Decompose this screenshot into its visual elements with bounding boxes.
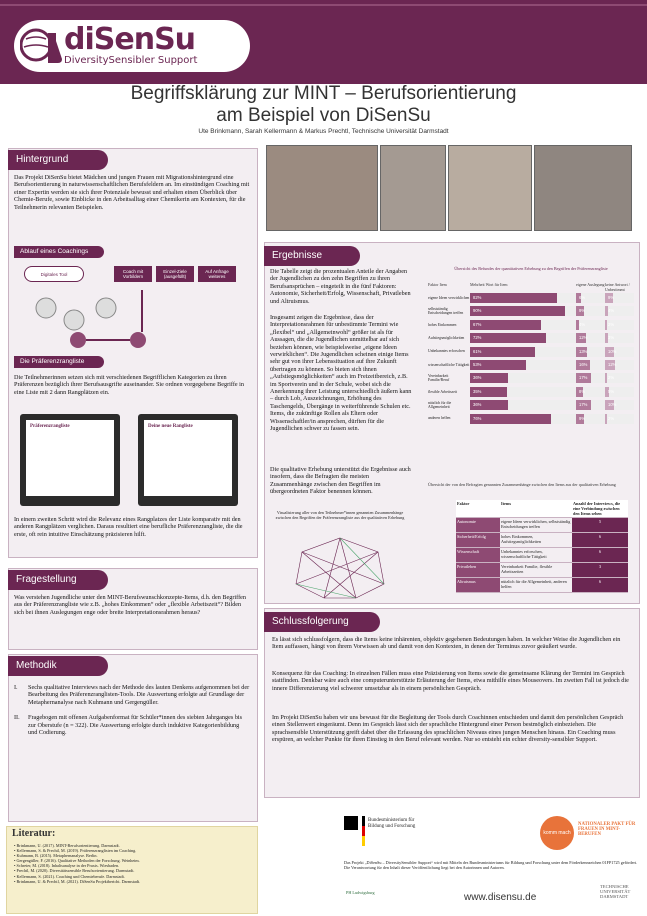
methodik-text-1: Sechs qualitative Interviews nach der Methode des lauten Denkens aufgenommen bei der Bearbeitung des Präferenzranglisten-Tools. Die Auswertung erfolgte auf Grundlage der Metaphernanalyse nach Kuhmann und Gergengüller.: [28, 684, 250, 706]
table2-row: [456, 563, 628, 578]
chart-value-label: 10%: [608, 348, 617, 354]
chart-cell: [605, 414, 634, 424]
table2-row: [456, 578, 628, 593]
table2-title: Übersicht der von den Befragten genannten Zusammenhänge zwischen den Items aus der qualitativen Erhebung: [428, 482, 616, 487]
chart-bar: [605, 373, 607, 383]
chart-value-label: 36%: [473, 375, 482, 381]
chart-cell: [470, 293, 576, 303]
schluss-p3: Im Projekt DiSenSu haben wir uns bewusst für die Begleitung der Tools durch Coachinnen entschieden und damit den persönlichen Gespräch einen Stellenwert eingeräumt. Denn im Gespräch lässt sich der sprachliche Hintergrund einer Person bestmöglich einbeziehen. Die sprachsensible Unterstützung greift dabei über die Erfassung des sprachlichen Niveaus eines jungen Menschen hinaus. Ein Coaching muss erspüren, an welcher Punkte für ihren Einstieg in den Beruf relevant werden. Nur so entsteht ein echter diversity-sensibler Support.: [272, 714, 624, 744]
chart-category-label: selbstständig Entscheidungen treffen: [428, 307, 464, 316]
chart-cell: [470, 347, 576, 357]
chart-cell: [576, 306, 605, 316]
chart-category-label: Aufstiegsmöglichkeiten: [428, 336, 465, 341]
table2-header-row: [456, 500, 628, 518]
komm-text: komm mach MINT: [543, 830, 571, 870]
flow-step3-label: Auf Anfrage weiteres: [205, 269, 229, 279]
chart-value-label: 9%: [608, 295, 615, 300]
flow-circles: [14, 262, 252, 350]
screen2-title: Deine neue Rangliste: [148, 424, 193, 429]
website: www.disensu.de: [464, 892, 537, 903]
flow-step1-label: Coach mit Vorbildern: [122, 269, 144, 279]
table2-row: [456, 533, 628, 548]
chart-row: [428, 292, 634, 304]
table2-cell: Items: [501, 501, 512, 506]
chart-cell: [605, 333, 634, 343]
ablauf-label: Ablauf eines Coachings: [14, 246, 104, 258]
literatur-item: • Kellermann, S. (2021). Coaching und Chemieberufe. Darmstadt.: [14, 873, 125, 879]
chart-cell: [576, 387, 605, 397]
laptop-2: [138, 414, 238, 506]
chart-value-label: 90%: [473, 308, 482, 314]
methodik-text-2: Fragebogen mit offenen Aufgabenformat für Schüler*innen des siebten Jahrganges bis zur Oberstufe (n = 322). Die Auswertung erfolgte durch induktive Kategorienbildung und Codierung.: [28, 714, 243, 737]
table2-cell: Anzahl der Interviews, die eine Verbindung zwischen den Items sehen: [573, 501, 621, 517]
literatur-item: • Gergengüller, F. (2016). Qualitative Methoden der Forschung. Weinheim.: [14, 858, 140, 864]
chart-value-label: 76%: [473, 415, 482, 421]
photo-4: [534, 145, 632, 231]
chart-cell: [605, 293, 634, 303]
flask-globe-icon: [20, 25, 64, 67]
chart-cell: [470, 320, 576, 330]
chart-bar: [605, 414, 607, 424]
table2-cell: nützlich für die Allgemeinheit, anderen helfen: [501, 579, 567, 590]
chart-value-label: 4%: [579, 321, 586, 327]
chart-value-label: 13%: [579, 348, 588, 354]
funding-text: Das Projekt „DiSenSu – DiversitySensibler Support“ wird mit Mitteln des Bundesministeriums für Bildung und Forschung unter dem Förderkennzeichen 01FP1725 gefördert. Die Verantwortung für den Inhalt dieser Veröffentlichung liegt bei den Autorinnen und Autoren.: [344, 860, 638, 871]
literatur-item: • Brinkmann, U. & Prechtl, M. (2021). DiSenSu Projektbericht. Darmstadt.: [14, 878, 141, 884]
chart-cell: [470, 400, 576, 410]
literatur-heading: Literatur:: [12, 828, 56, 839]
chart-column-header: Mehrheit Wort für Item: [470, 282, 508, 287]
chart-value-label: 82%: [473, 295, 482, 300]
chart-bar: [470, 293, 557, 303]
photo-2: [380, 145, 446, 231]
ergebnisse-text-1: Die Tabelle zeigt die prozentualen Anteile der Angaben der Jugendlichen zu den zehn Begriffen zu ihren Berufsansprüchen – eingeteilt in die fünf Faktoren: Autonomie, Sicherheit/Erfolg, Wissenschaft, Privatleben und Altruismus.: [270, 268, 411, 305]
chart-category-label: anderen helfen: [428, 416, 451, 421]
chart-value-label: 10%: [608, 402, 617, 408]
chart-value-label: 2%: [608, 415, 615, 421]
table2-cell: Sicherheit/Erfolg: [456, 533, 500, 547]
chart-row: [428, 305, 634, 317]
chart-value-label: 35%: [473, 388, 482, 394]
komm-mach-mint-logo: [540, 816, 574, 870]
ergebnisse-text-2: Insgesamt zeigen die Ergebnisse, dass der Interpretationsrahmen für unbestimmte Termini wie „flexibel“ und „Allgemeinwohl“ größer ist als für Aussagen, die die Jugendlichen unmittelbar auf sich beziehen können, wie beispielsweise „eigene Ideen verwirklichen“. Die Jugendlichen scheinen einige Items sehr gut von ihrer Lebenssituation auf ihre Zukunft übertragen zu können. So bieten sich ihnen „Aufstiegsmöglichkeiten“ auch im Freizeitbereich, z.B. im Sportverein und in der Schule, wobei sich die Anerkennung ihrer Leistung unterschiedlich äußern kann – durch Lob, Auszeichnungen, Erhöhung des Taschengelds, Übergänge in weiterführende Schulen etc. Items, die zukünftige Rollen als Eltern oder Wissenschaftler/in ansprechen, dürften für die Jugendlichen schwer zu fassen sein.: [270, 314, 412, 433]
authors: Ute Brinkmann, Sarah Kellermann & Markus Prechtl, Technische Universität Darmstadt: [198, 128, 449, 135]
chart-row: [428, 413, 634, 425]
chart-column-header: keine Antwort / Unbestimmt: [605, 282, 630, 292]
schluss-p2: Konsequenz für das Coaching: In einzelnen Fällen muss eine Präzisierung von Items sowie die gemeinsame Klärung der Termini im Gespräch stattfinden. Denkbar wäre auch eine computerunterstützte Erläuterung der Items, etwa mithilfe eines Mouseovers. Im zweiten Fall ist jedoch die innere Differenzierung viel schwerer umsetzbar als in einem persönlichen Gespräch.: [272, 670, 629, 692]
chart-row: [428, 332, 634, 344]
hintergrund-heading: Hintergrund: [8, 150, 108, 170]
chart-category-label: eigene Ideen verwirklichen: [428, 295, 470, 300]
methodik-item-1: [14, 684, 250, 706]
table2-row: [456, 518, 628, 533]
chart-bar: [470, 333, 546, 343]
chart-cell: [470, 414, 576, 424]
chart-value-label: 36%: [473, 402, 482, 408]
chart-row: [428, 319, 634, 331]
chart-category-label: Vereinbarkeit Familie/Beruf: [428, 374, 450, 383]
chart-category-label: wissenschaftliche Tätigkeit: [428, 362, 470, 367]
chart-cell: [605, 347, 634, 357]
chart-cell: [605, 373, 634, 383]
chart-row: [428, 359, 634, 371]
chart-row: [428, 372, 634, 384]
table2-cell: Altruismus: [456, 578, 500, 592]
chart-bar: [470, 414, 551, 424]
table2-cell: Faktor: [457, 501, 470, 506]
chart-cell: [605, 320, 634, 330]
literatur-item: • Brinkmann, U. (2017). MINT-Berufsorientierung. Darmstadt.: [14, 843, 120, 848]
chart-cell: [470, 360, 576, 370]
chart-cell: [576, 320, 605, 330]
ranking-text-2: In einem zweiten Schritt wird die Relevanz eines Rangplatzes der Liste komparativ mit den anderen Rangplätzen verglichen. Daraus resultiert eine berufliche Präferenzrangliste, die die erste, oft rein intuitive Einschätzung präzisieren hilft.: [14, 516, 243, 538]
chart-value-label: 6%: [579, 295, 586, 300]
literatur-item: • Kuhmann, B. (2015). Metaphernanalyse. Berlin.: [14, 853, 98, 859]
pakt-text: NATIONALER PAKT FÜR FRAUEN IN MINT-BERUFEN: [578, 822, 636, 838]
chart-value-label: 16%: [579, 361, 588, 367]
photo-1: [266, 145, 378, 231]
chart-category-label: nützlich für die Allgemeinheit: [428, 400, 452, 410]
chart-value-label: 67%: [473, 321, 482, 327]
chart-bar: [470, 306, 565, 316]
bmbf-logo: [344, 816, 424, 856]
flow-step2-label: Einzel-Ziele (ausgefüllt): [163, 269, 187, 279]
chart-cell: [576, 347, 605, 357]
page-title-line2: am Beispiel von DiSenSu: [216, 105, 431, 126]
bmbf-flag: [362, 816, 365, 846]
photo-3: [448, 145, 532, 231]
chart-category-label: flexible Arbeitszeit: [428, 389, 457, 394]
table2-cell: 6: [572, 548, 628, 562]
chart-column-header: Faktor Item: [428, 282, 447, 287]
chart-cell: [470, 333, 576, 343]
chart-value-label: 12%: [608, 361, 617, 367]
chart-cell: [470, 387, 576, 397]
chart-value-label: 12%: [579, 335, 588, 341]
fragestellung-text: Was verstehen Jugendliche unter den MINT-Berufswunschkonzepte-Items, d.h. den Begriffen aus der Präferenzrangliste wie z.B. „hohes Einkommen“ oder „flexible Arbeitszeit“? Bilden sich bei ihnen Auslegungen enge oder breite Interpretationsrahmen heraus?: [14, 594, 246, 616]
chart-value-label: 9%: [579, 415, 586, 421]
ranking-text: Die Teilnehmerinnen setzen sich mit verschiedenen Begrifflichen Kategorien zu ihren Präferenzen bezüglich ihrer Berufsausgrifte auseinander. Sie ordnen vorgegebene Begriffe in eine Liste mit 2 dann Rangplätzen ein.: [14, 374, 244, 396]
chart-cell: [470, 306, 576, 316]
chart-value-label: 4%: [608, 308, 615, 314]
schluss-p1: Es lässt sich schlussfolgern, dass die Items keine inhärenten, objektiv gegebenen Bedeutungen haben. In welcher Weise die Jugendlichen ein Item auffassen, hängt von ihrem Vorwissen ab und damit von den Kontexten, in denen der Terminus zuvor geäußert wurde.: [272, 636, 621, 651]
chart-cell: [576, 414, 605, 424]
chart-value-label: 5%: [608, 388, 615, 394]
ablauf-diagram: [14, 262, 252, 350]
fragestellung-heading: Fragestellung: [8, 570, 108, 590]
ergebnisse-heading: Ergebnisse: [264, 246, 360, 266]
table2-cell: Unbekanntes erforschen, wissenschaftliche Tätigkeit: [501, 549, 547, 560]
chart-category-label: hohes Einkommen: [428, 322, 457, 327]
laptop-1: [20, 414, 120, 506]
network-diagram: [290, 534, 390, 600]
chart-cell: [470, 373, 576, 383]
chart-cell: [576, 293, 605, 303]
eagle-icon: [344, 816, 358, 830]
flow-digital-label: Digitales Tool: [40, 271, 68, 277]
table2-cell: 5: [572, 518, 628, 532]
ranking-label: Die Präferenzrangliste: [14, 356, 104, 368]
chart-value-label: 17%: [579, 375, 588, 381]
chart-header: [428, 282, 634, 292]
chart-cell: [576, 360, 605, 370]
chart-row: [428, 386, 634, 398]
chart-cell: [605, 306, 634, 316]
logo-tagline: DiversitySensibler Support: [64, 55, 198, 66]
tud-logo: TECHNISCHE UNIVERSITÄT DARMSTADT: [600, 884, 631, 900]
chart-value-label: 17%: [579, 402, 588, 408]
page-title-line1: Begriffsklärung zur MINT – Berufsorientierung: [130, 83, 517, 104]
logo-name: diSenSu: [64, 22, 196, 57]
methodik-num-2: II.: [14, 714, 20, 722]
chart-cell: [576, 373, 605, 383]
header-band-inner: [0, 4, 647, 6]
chart-cell: [576, 400, 605, 410]
ph-logo: PH Ludwigsburg: [346, 890, 375, 895]
chart-column-header: eigene Auslegung: [576, 282, 605, 287]
table2-cell: eigene Ideen verwirklichen, selbstständig Entscheidungen treffen: [501, 519, 571, 530]
bmbf-text: Bundesministerium für Bildung und Forschung: [368, 818, 416, 829]
chart-value-label: 9%: [579, 308, 586, 314]
literatur-item: • Kellermann, S. & Prechtl, M. (2019). Präferenzranglisten im Coaching.: [14, 848, 137, 854]
chart-value-label: 2%: [608, 321, 615, 327]
disensu-logo: [14, 20, 250, 72]
methodik-num-1: I.: [14, 684, 18, 691]
methodik-panel: [8, 654, 258, 822]
chart-cell: [576, 333, 605, 343]
methodik-heading: Methodik: [8, 656, 108, 676]
table2-row: [456, 548, 628, 563]
ergebnisse-text-3: Die qualitative Erhebung unterstützt die Ergebnisse auch insofern, dass die Befragten die meisten Zusammenhänge zwischen den Begriffen im übergeordneten Faktor benennen können.: [270, 466, 411, 496]
chart-cell: [605, 360, 634, 370]
methodik-list: [14, 684, 250, 736]
literatur-list: [14, 843, 252, 884]
results-chart: [428, 282, 634, 478]
chart-value-label: 8%: [579, 388, 586, 394]
relations-table: [456, 500, 628, 593]
chart-cell: [605, 400, 634, 410]
screen1-title: Präferenzrangliste: [30, 424, 70, 429]
table2-cell: 3: [572, 563, 628, 577]
chart-row: [428, 346, 634, 358]
table2-cell: 6: [572, 533, 628, 547]
schluss-heading: Schlussfolgerung: [264, 612, 380, 632]
chart-category-label: Unbekanntes erforschen: [428, 349, 465, 354]
chart-value-label: 2%: [608, 375, 615, 381]
chart-value-label: 3%: [608, 335, 615, 341]
table2-cell: Vereinbarkeit Familie, flexible Arbeitszeiten: [501, 564, 553, 575]
table2-cell: 6: [572, 578, 628, 592]
chart-value-label: 53%: [473, 361, 482, 367]
chart-value-label: 61%: [473, 348, 482, 354]
chart-cell: [605, 387, 634, 397]
literatur-item: • Prechtl, M. (2020). Diversitätssensible Berufsorientierung. Darmstadt.: [14, 868, 135, 874]
chart-value-label: 72%: [473, 335, 482, 341]
table2-cell: Autonomie: [456, 518, 500, 532]
table2-cell: hohes Einkommen, Aufstiegsmöglichkeiten: [501, 534, 542, 545]
network-title: Visualisierung aller von den Teilnehmer*innen genannten Zusammenhänge zwischen den Begriffen der Präferenzrangliste aus der qualitativen Erhebung: [275, 510, 405, 521]
table2-cell: Wissenschaft: [456, 548, 500, 562]
hintergrund-text: Das Projekt DiSenSu bietet Mädchen und jungen Frauen mit Migrationshintergrund eine Berufsorientierung in naturwissenschaftlichen Berufsfeldern an. Im einstündigen Coaching mit einer Expertin werden sie sich ihrer Potenziale bewusst und erhalten einen Überblick über Chemie-Berufe, sowie Einblicke in den Arbeitsalltag einer Chemikerin am Kontexten, für die Teilnehmerin relevanten Beispielen.: [14, 174, 250, 211]
table2-cell: Privatleben: [456, 563, 500, 577]
methodik-item-2: [14, 714, 250, 736]
chart-bar: [605, 320, 607, 330]
chart-title: Übersicht des Befundes der quantitativen Erhebung zu den Begriffen der Präferenzrangliste: [454, 266, 608, 271]
chart-row: [428, 399, 634, 411]
literatur-item: • Schreier, M. (2018). Inhaltsanalyse in der Praxis. Wiesbaden.: [14, 863, 120, 869]
